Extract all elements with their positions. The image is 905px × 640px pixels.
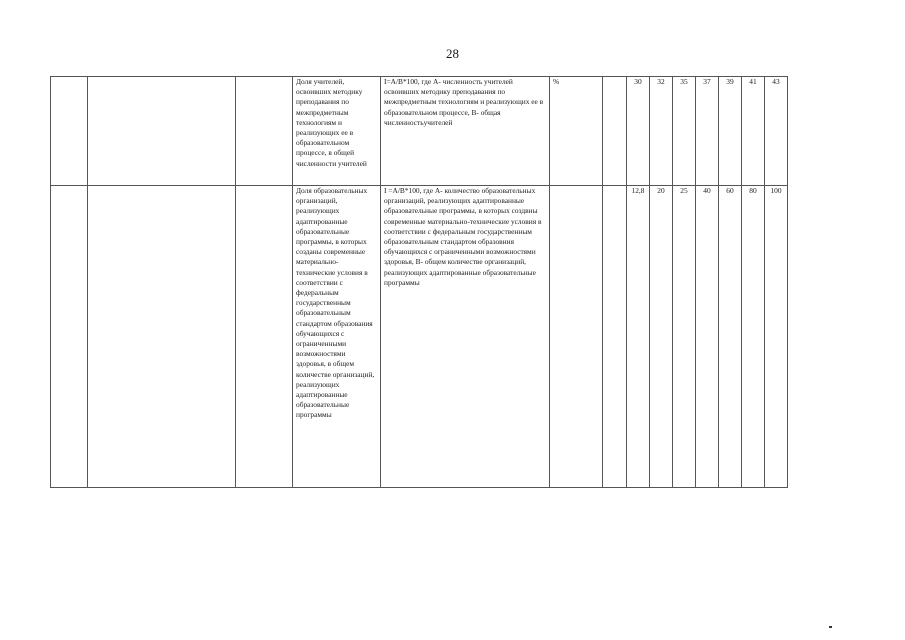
value-cell: 20 xyxy=(650,186,673,488)
value-cell: 41 xyxy=(742,77,765,186)
indicators-table xyxy=(50,76,788,488)
table-row xyxy=(51,77,788,186)
value-cell: 37 xyxy=(696,77,719,186)
formula-cell: I=A/B*100, где А- численность учителей освоивших методику преподавания по межпредметным технологиям и реализующих ее в образовательном процессе, В- общая численностьучителей xyxy=(381,77,550,186)
empty-cell xyxy=(603,77,627,186)
value-cell: 43 xyxy=(765,77,788,186)
empty-cell xyxy=(88,77,236,186)
table-row xyxy=(51,186,788,488)
value-cell: 30 xyxy=(627,77,650,186)
empty-cell xyxy=(51,186,88,488)
formula-cell: I =A/B*100, где А- количество образовательных организаций, реализующих адаптированные образовательные программы, в которых создвны современные материально-технические условия в соответствии с федеральным государственным образовательным стандартом образовния обучающихся с ограниченными возможностями здоровья, В- общем количестве организаций, реализующих адаптированные образовательные программы xyxy=(381,186,550,488)
value-cell: 25 xyxy=(673,186,696,488)
value-cell: 60 xyxy=(719,186,742,488)
value-cell: 12,8 xyxy=(627,186,650,488)
scan-speck xyxy=(829,626,832,628)
empty-cell xyxy=(236,186,293,488)
unit-cell: % xyxy=(550,77,603,186)
value-cell: 100 xyxy=(765,186,788,488)
page-number: 28 xyxy=(446,46,459,61)
value-cell: 32 xyxy=(650,77,673,186)
empty-cell xyxy=(236,77,293,186)
empty-cell xyxy=(603,186,627,488)
value-cell: 40 xyxy=(696,186,719,488)
unit-cell xyxy=(550,186,603,488)
empty-cell xyxy=(51,77,88,186)
value-cell: 35 xyxy=(673,77,696,186)
value-cell: 39 xyxy=(719,77,742,186)
empty-cell xyxy=(88,186,236,488)
indicator-name-cell: Доля образовательных организаций, реализующих адаптированные образовательные программы, в которых созданы современные материально-технические условия в соответствии с федеральным государственным образовательным стандартом образования обучающихся с ограниченными возможностями здоровья, в общем количестве организаций, реализующих адаптированные образовательные программы xyxy=(293,186,381,488)
value-cell: 80 xyxy=(742,186,765,488)
indicator-name-cell: Доля учителей, освоивших методику преподавания по межпредметным технологиям и реализующих ее в образовательном процессе, в общей численности учителей xyxy=(293,77,381,186)
